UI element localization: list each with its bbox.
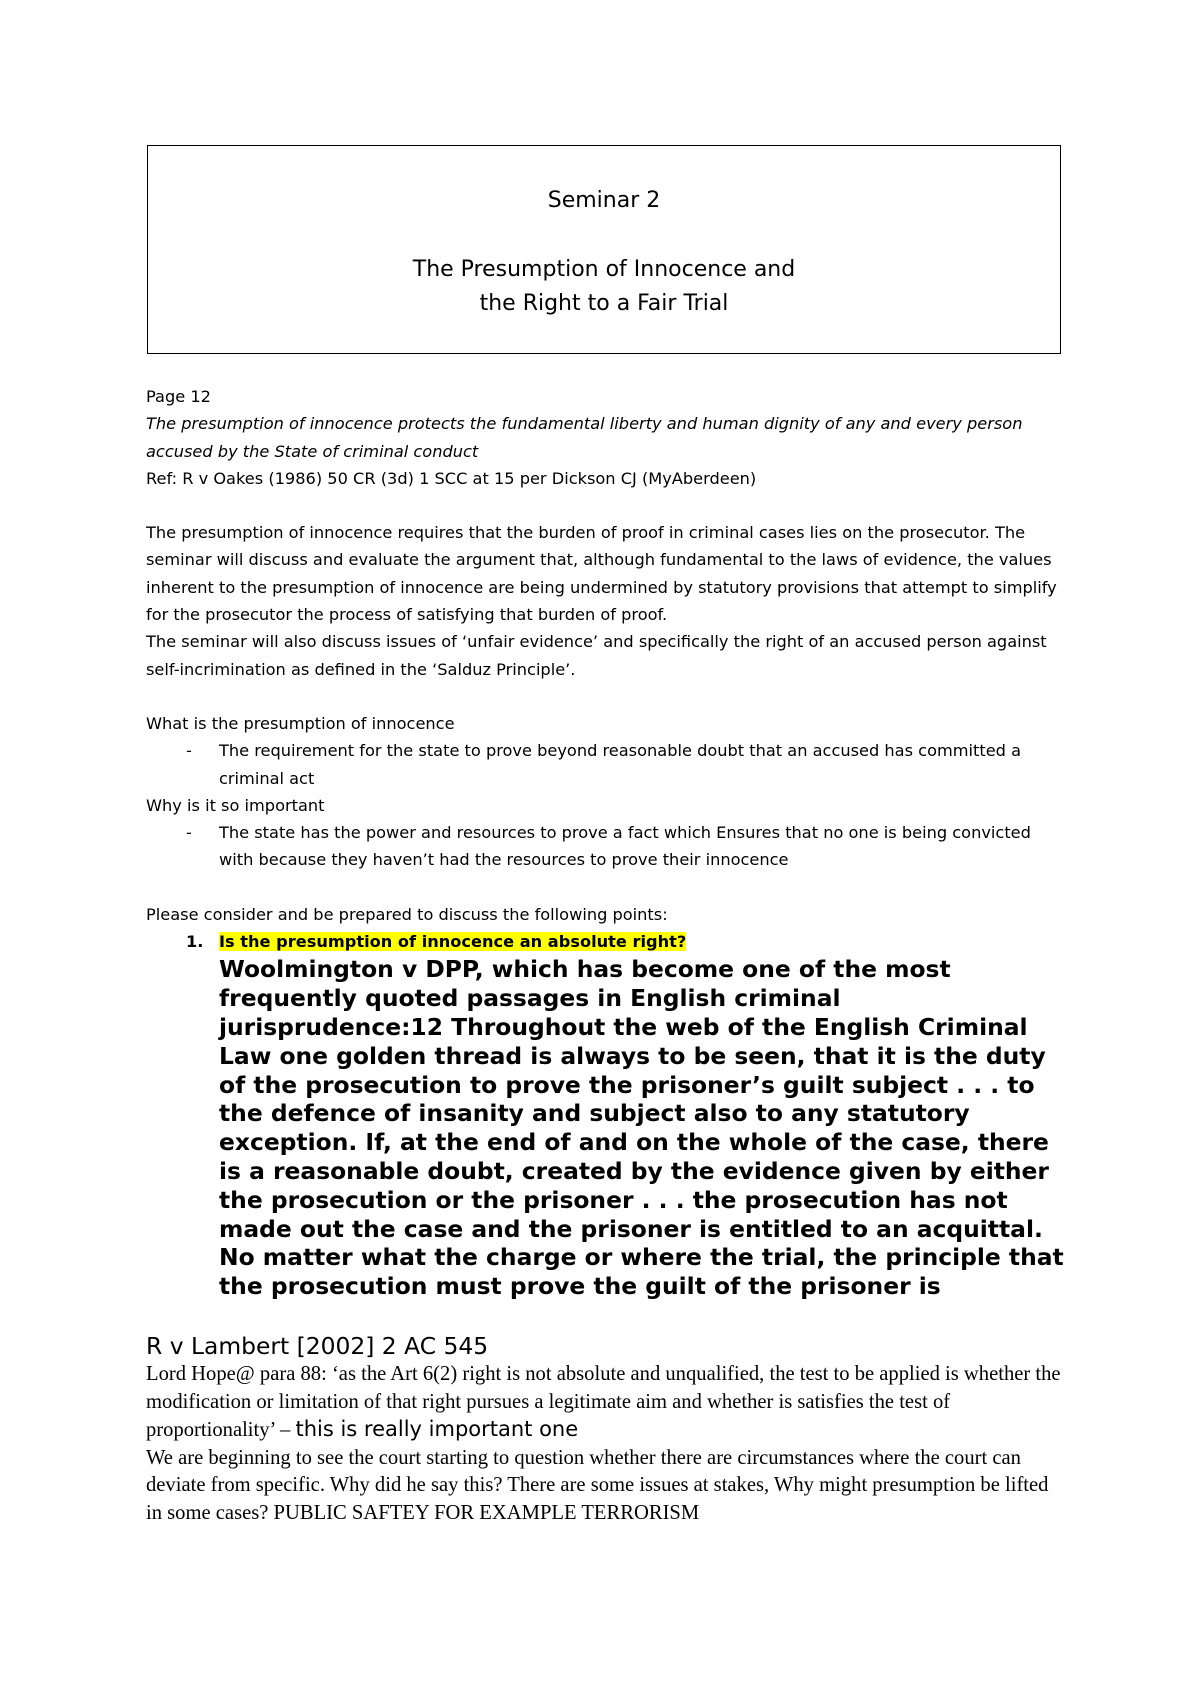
answer-why-text: The state has the power and resources to prove a fact which Ensures that no one is being convicted with because they haven’t had the resources to prove their innocence (219, 823, 1031, 870)
paragraph-unfair-evidence: The seminar will also discuss issues of ‘unfair evidence’ and specifically the right of an accused person against self-incrimination as defined in the ‘Salduz Principle’. (146, 632, 1047, 679)
answer-what-text: The requirement for the state to prove beyond reasonable doubt that an accused has committed a criminal act (219, 741, 1022, 788)
lambert-comment: We are beginning to see the court starting to question whether there are circumstances where the court can deviate from specific. Why did he say this? There are some issues at stakes, Why might presumption be lifted in some cases? PUBLIC SAFTEY FOR EXAMPLE TERRORISM (146, 1446, 1049, 1524)
lambert-quote (146, 1361, 1066, 1445)
lambert-heading: R v Lambert [2002] 2 AC 545 (146, 1331, 489, 1360)
title-box (147, 145, 1061, 354)
point-1-number: 1. (186, 932, 204, 952)
dash-bullet: - (186, 741, 192, 761)
answer-why (146, 819, 1066, 874)
page-reference: Page 12 (146, 387, 211, 406)
seminar-title-line1: The Presumption of Innocence and (412, 257, 796, 282)
answer-what (146, 737, 1066, 792)
dash-bullet: - (186, 823, 192, 843)
woolmington-quote: Woolmington v DPP, which has become one of the most frequently quoted passages in English criminal jurisprudence:12 Throughout the web of the English Criminal Law one golden thread is always to be seen, that it is the duty of the prosecution to prove the prisoner’s guilt subject . . . to the defence of insanity and subject also to any statutory exception. If, at the end of and on the whole of the case, there is a reasonable doubt, created by the evidence given by either the prosecution or the prisoner . . . the prosecution has not made out the case and the prisoner is entitled to an acquittal. No matter what the charge or where the trial, the principle that the prosecution must prove the guilt of the prisoner is (219, 955, 1064, 1301)
point-1-question: Is the presumption of innocence an absolute right? (219, 932, 687, 952)
paragraph-burden-of-proof: The presumption of innocence requires that the burden of proof in criminal cases lies on the prosecutor. The seminar will discuss and evaluate the argument that, although fundamental to the laws of evidence, the values inherent to the presumption of innocence are being undermined by statutory provisions that attempt to simplify for the prosecutor the process of satisfying that burden of proof. (146, 523, 1057, 625)
document-body (146, 383, 1066, 1527)
question-why: Why is it so important (146, 795, 325, 815)
seminar-number: Seminar 2 (547, 188, 661, 213)
lambert-emphasis: this is really important one (295, 1417, 579, 1442)
seminar-title-line2: the Right to a Fair Trial (479, 291, 729, 316)
points-intro: Please consider and be prepared to discuss the following points: (146, 904, 668, 924)
intro-quote: The presumption of innocence protects the fundamental liberty and human dignity of any and every person accused by the State of criminal conduct (146, 414, 1023, 461)
lambert-quote-text: Lord Hope@ para 88: ‘as the Art 6(2) right is not absolute and unqualified, the test to be applied is whether the modification or limitation of that right pursues a legitimate aim and whether is satisfies the test of proportionality’ – (146, 1362, 1061, 1442)
question-what: What is the presumption of innocence (146, 713, 455, 733)
case-reference: Ref: R v Oakes (1986) 50 CR (3d) 1 SCC at 15 per Dickson CJ (MyAberdeen) (146, 468, 757, 488)
point-1 (146, 928, 1066, 955)
